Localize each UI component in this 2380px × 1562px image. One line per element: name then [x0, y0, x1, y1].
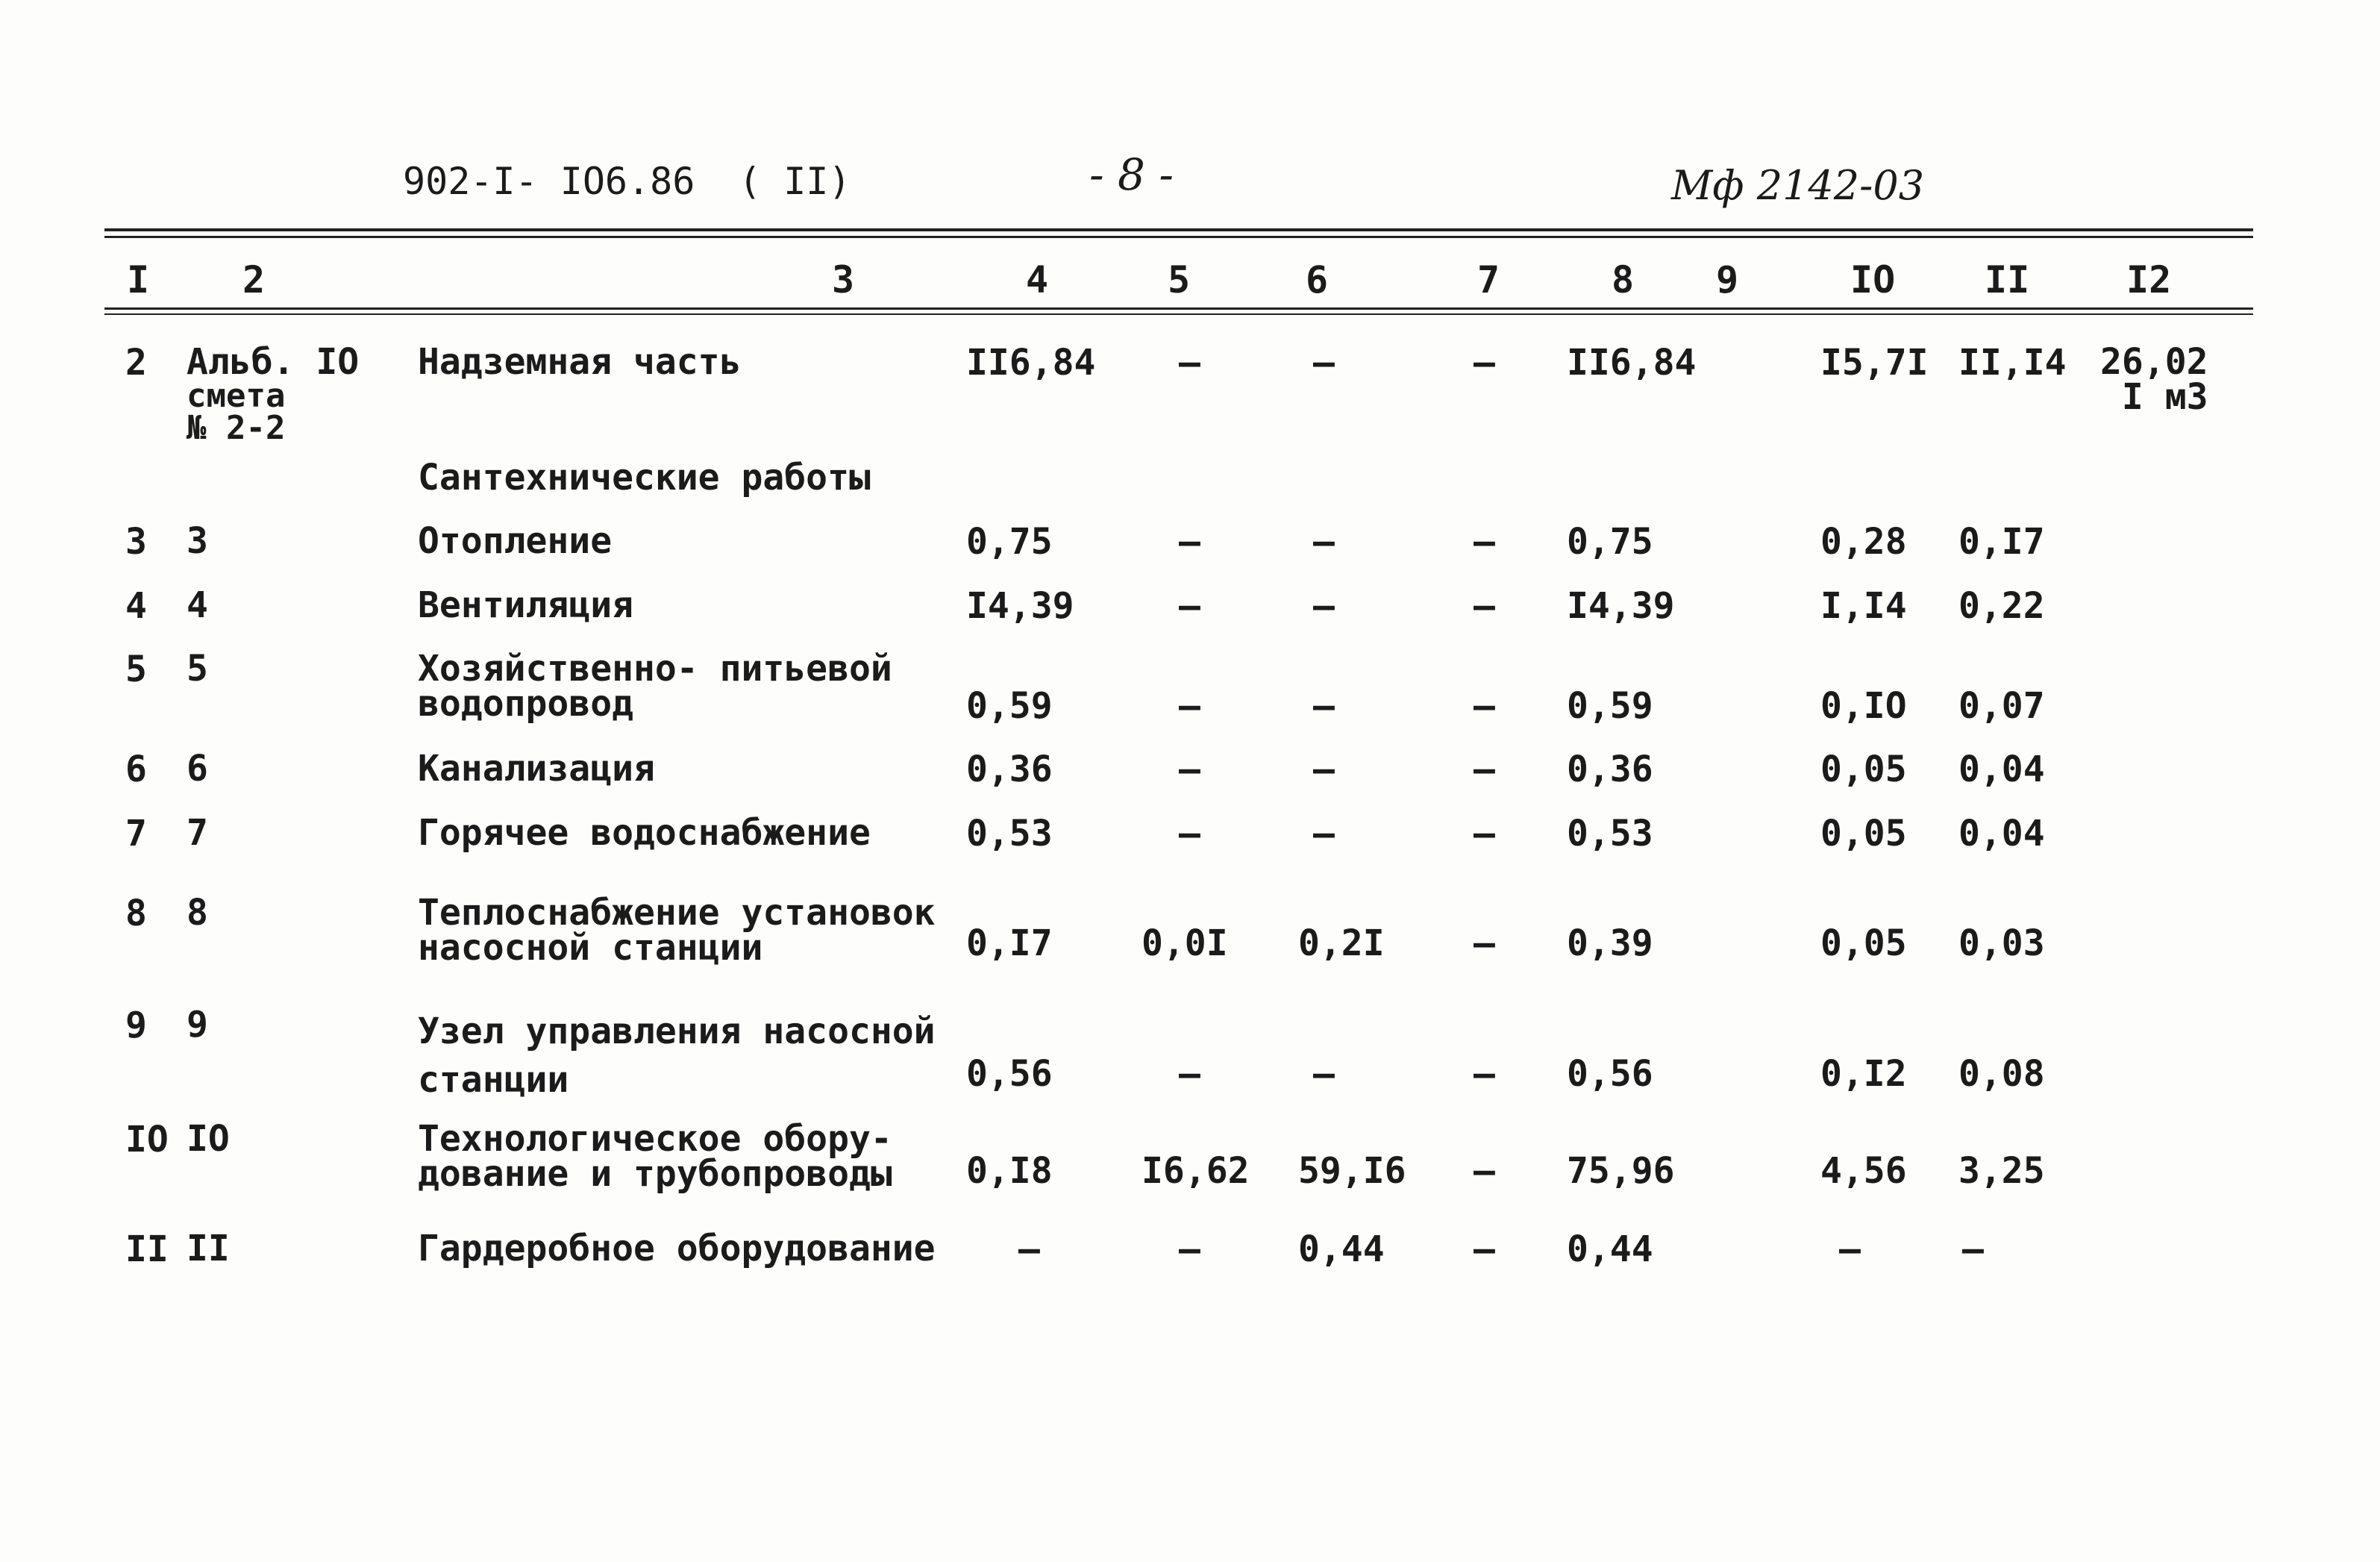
column-number: I2	[2126, 258, 2172, 302]
row-number: 7	[125, 813, 147, 855]
value-c4: 0,I8	[966, 1150, 1053, 1192]
value-c11: 3,25	[1958, 1150, 2045, 1192]
column-number: 3	[832, 258, 855, 302]
value-c5: –	[1179, 521, 1200, 563]
item-name-line: Отопление	[418, 520, 613, 562]
document-part: ( II)	[739, 160, 851, 203]
value-c5: –	[1179, 1228, 1200, 1270]
item-name-line: станции	[418, 1058, 569, 1101]
value-c4: II6,84	[966, 342, 1096, 384]
row-number: 4	[125, 585, 147, 627]
column-number: II	[1985, 258, 2030, 302]
value-c4: 0,36	[966, 749, 1053, 790]
source-reference-line: 3	[187, 520, 208, 562]
column-number: 5	[1168, 258, 1191, 302]
column-header-rule-thin	[104, 313, 2253, 315]
value-c6: –	[1313, 749, 1335, 790]
value-c11: –	[1962, 1228, 1984, 1270]
value-c8: 0,75	[1567, 521, 1653, 563]
value-c7: –	[1474, 342, 1495, 384]
value-c10: 0,28	[1820, 521, 1907, 563]
value-c11: 0,04	[1958, 749, 2045, 790]
item-name-line: водопровод	[418, 683, 633, 725]
value-c10: 0,I2	[1820, 1053, 1907, 1095]
value-c10: I,I4	[1820, 585, 1907, 627]
value-c7: –	[1474, 521, 1495, 563]
source-reference	[187, 584, 208, 626]
item-name-line: Горячее водоснабжение	[418, 812, 871, 854]
column-header-rule	[104, 307, 2253, 310]
column-number: 7	[1477, 258, 1500, 302]
value-c10: 0,05	[1820, 813, 1907, 855]
item-name	[418, 748, 655, 790]
source-reference-line: IO	[187, 1118, 230, 1160]
value-c4: 0,59	[966, 685, 1053, 727]
source-reference	[187, 748, 208, 790]
value-c10: I5,7I	[1820, 342, 1929, 384]
source-reference	[187, 892, 208, 934]
column-number: 9	[1716, 258, 1739, 302]
row-number: 5	[125, 649, 147, 690]
value-c11: 0,I7	[1958, 521, 2045, 563]
row-number: 6	[125, 749, 147, 790]
row-number: 2	[125, 342, 147, 384]
value-c4: I4,39	[966, 585, 1074, 627]
source-reference-line: смета	[187, 377, 286, 416]
source-reference-line: 9	[187, 1004, 208, 1046]
value-c11: 0,22	[1958, 585, 2045, 627]
value-c10: 4,56	[1820, 1150, 1907, 1192]
value-c6: –	[1313, 1053, 1335, 1095]
value-c8: I4,39	[1567, 585, 1675, 627]
value-c7: –	[1474, 585, 1495, 627]
item-name	[418, 648, 892, 725]
value-c10: –	[1839, 1228, 1861, 1270]
source-reference-line: № 2-2	[187, 409, 286, 448]
item-name-line: Надземная часть	[418, 341, 742, 383]
value-c8: 0,44	[1567, 1228, 1653, 1270]
value-c5: 0,0I	[1142, 922, 1228, 964]
value-c11: II,I4	[1958, 342, 2067, 384]
item-name-line: Сантехнические работы	[418, 457, 871, 499]
item-name-line: Вентиляция	[418, 584, 633, 626]
column-number: IO	[1850, 258, 1896, 302]
value-c11: 0,04	[1958, 813, 2045, 855]
source-reference	[187, 812, 208, 854]
column-number: 4	[1026, 258, 1049, 302]
value-c6: –	[1313, 342, 1335, 384]
source-reference-line: 4	[187, 584, 208, 626]
value-c7: –	[1474, 813, 1495, 855]
item-name-line: Технологическое обору-	[418, 1118, 892, 1160]
value-c8: 0,36	[1567, 749, 1653, 790]
value-c7: –	[1474, 685, 1495, 727]
item-name-line: Теплоснабжение установок	[418, 892, 936, 934]
item-name	[418, 892, 936, 969]
item-name-line: Узел управления насосной	[418, 1010, 936, 1052]
row-number: II	[125, 1228, 169, 1270]
row-number: 9	[125, 1005, 147, 1046]
item-name-line: дование и трубопроводы	[418, 1153, 892, 1196]
source-reference-line: 6	[187, 748, 208, 790]
item-name	[418, 1228, 936, 1269]
unit-cost	[2100, 341, 2208, 419]
value-c5: I6,62	[1142, 1150, 1250, 1192]
item-name	[418, 457, 871, 499]
item-name	[418, 584, 633, 626]
value-c10: 0,05	[1820, 749, 1907, 790]
column-number: 2	[242, 258, 266, 302]
value-c8: 0,53	[1567, 813, 1653, 855]
value-c6: –	[1313, 521, 1335, 563]
value-c6: –	[1313, 585, 1335, 627]
item-name	[418, 1118, 892, 1196]
value-c8: 0,56	[1567, 1053, 1653, 1095]
value-c10: 0,05	[1820, 922, 1907, 964]
value-c11: 0,03	[1958, 922, 2045, 964]
column-number: I	[127, 258, 150, 302]
source-reference	[187, 1228, 230, 1269]
source-reference	[187, 341, 360, 448]
column-number: 6	[1306, 258, 1329, 302]
value-c6: 0,2I	[1298, 922, 1385, 964]
value-c7: –	[1474, 1228, 1495, 1270]
row-number: IO	[125, 1119, 169, 1160]
source-reference	[187, 1118, 230, 1160]
value-c8: II6,84	[1567, 342, 1697, 384]
value-c8: 75,96	[1567, 1150, 1675, 1192]
row-number: 3	[125, 521, 147, 563]
source-reference	[187, 520, 208, 562]
value-c8: 0,59	[1567, 685, 1653, 727]
value-c7: –	[1474, 922, 1495, 964]
document-code: 902-I- IO6.86	[403, 160, 695, 203]
value-c4: 0,53	[966, 813, 1053, 855]
value-c7: –	[1474, 749, 1495, 790]
source-reference-line: 5	[187, 648, 208, 690]
item-name-line: насосной станции	[418, 927, 763, 969]
value-c7: –	[1474, 1053, 1495, 1095]
value-c6: 0,44	[1298, 1228, 1385, 1270]
value-c6: 59,I6	[1298, 1150, 1406, 1192]
column-number: 8	[1612, 258, 1635, 302]
unit-cost-line: I м3	[2121, 376, 2208, 419]
item-name-line: Хозяйственно- питьевой	[418, 648, 892, 690]
value-c11: 0,07	[1958, 685, 2045, 727]
value-c5: –	[1179, 585, 1200, 627]
inventory-number: Мф 2142-03	[1671, 162, 1925, 209]
value-c11: 0,08	[1958, 1053, 2045, 1095]
unit-cost-line: 26,02	[2100, 341, 2208, 383]
value-c5: –	[1179, 685, 1200, 727]
item-name-line: Канализация	[418, 748, 655, 790]
value-c5: –	[1179, 749, 1200, 790]
item-name-line: Гардеробное оборудование	[418, 1228, 936, 1269]
value-c5: –	[1179, 1053, 1200, 1095]
page-number: - 8 -	[1089, 149, 1174, 200]
value-c4: –	[1018, 1228, 1040, 1270]
value-c6: –	[1313, 813, 1335, 855]
item-name	[418, 812, 871, 854]
value-c4: 0,75	[966, 521, 1053, 563]
row-number: 8	[125, 893, 147, 934]
source-reference-line: Альб. IO	[187, 341, 360, 383]
item-name	[418, 1008, 936, 1105]
source-reference-line: 8	[187, 892, 208, 934]
value-c7: –	[1474, 1150, 1495, 1192]
source-reference	[187, 1004, 208, 1046]
source-reference	[187, 648, 208, 690]
top-rule-thin	[104, 236, 2253, 238]
value-c4: 0,56	[966, 1053, 1053, 1095]
source-reference-line: 7	[187, 812, 208, 854]
item-name	[418, 520, 613, 562]
value-c5: –	[1179, 342, 1200, 384]
item-name	[418, 341, 742, 383]
top-rule	[104, 228, 2253, 231]
value-c6: –	[1313, 685, 1335, 727]
value-c10: 0,IO	[1820, 685, 1907, 727]
value-c5: –	[1179, 813, 1200, 855]
value-c4: 0,I7	[966, 922, 1053, 964]
source-reference-line: II	[187, 1228, 230, 1269]
value-c8: 0,39	[1567, 922, 1653, 964]
